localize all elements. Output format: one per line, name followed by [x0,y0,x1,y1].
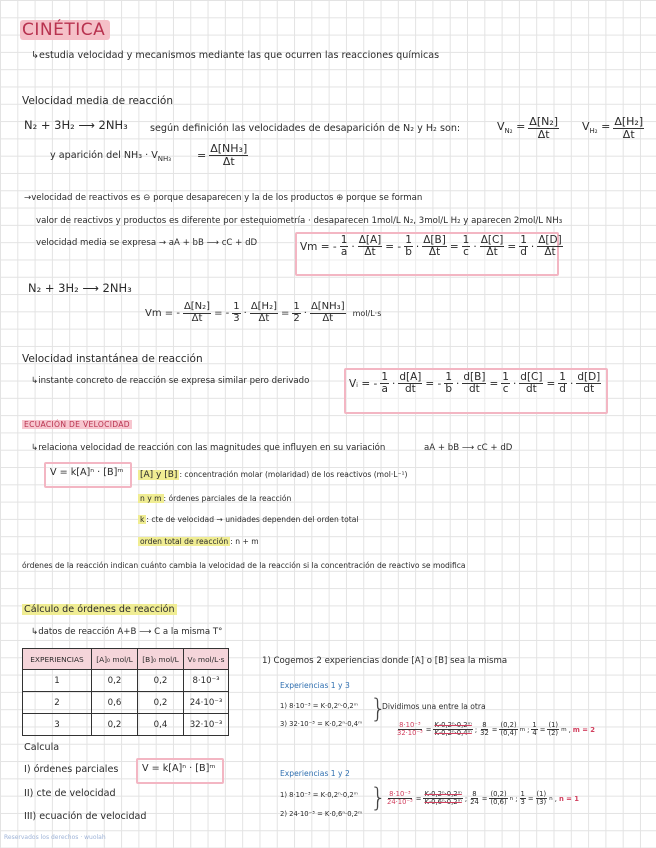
table-cell: 0,2 [138,670,184,692]
table-cell: 24·10⁻³ [184,692,229,714]
heading-calculo-ordenes: Cálculo de órdenes de reacción [24,604,175,615]
brace-exp12: } [370,783,387,813]
table-cell: 8·10⁻³ [184,670,229,692]
exp-1-2-heading: Experiencias 1 y 2 [280,769,350,778]
table-cell: 1 [23,670,92,692]
reaction-equation: N₂ + 3H₂ ⟶ 2NH₃ [24,118,128,132]
table-cell: 2 [23,692,92,714]
exp13-eq2: 3) 32·10⁻³ = K·0,2ⁿ·0,4ᵐ [280,720,363,728]
vi-formula: Vᵢ = - $\frac{1}{a}$ · $\frac{d[A]}{dt}$ = - $\frac{1}{b}$ · $\frac{d[B]}{dt}$ = $\frac{1}{c}$ · $\frac{d[C]}{dt}$ = $\frac{1}{d}$ · $\frac{d[D]}{dt}$ [349,371,601,396]
table-cell: 3 [23,714,92,736]
exp-1-3-heading: Experiencias 1 y 3 [280,681,350,690]
note-estequiometria: valor de reactivos y productos es diferente por estequiometría · desaparecen 1mol/L N₂, 3mol/L H₂ y aparecen 2mol/L NH₃ [36,216,563,226]
experiences-table [22,648,229,736]
table-cell: 0,2 [138,692,184,714]
calc-cte: II) cte de velocidad [24,788,116,799]
reaction-equation-2: N₂ + 3H₂ ⟶ 2NH₃ [28,281,132,295]
exp12-eq1: 1) 8·10⁻³ = K·0,2ⁿ·0,2ᵐ [280,791,358,799]
table-row [23,692,229,714]
table-cell: 0,2 [92,670,138,692]
divide-note: Dividimos una entre la otra [382,702,486,711]
exp12-eq2: 2) 24·10⁻³ = K·0,6ⁿ·0,2ᵐ [280,810,363,818]
heading-velocidad-media: Velocidad media de reacción [22,95,173,107]
bullet-ordenes: n y m : órdenes parciales de la reacción [140,494,292,503]
bullet-concentracion: [A] y [B] : concentración molar (molaridad) de los reactivos (mol·L⁻¹) [140,470,408,480]
watermark: Reservados los derechos · wuolah [4,834,106,841]
ordenes-note: órdenes de la reacción indican cuánto cambia la velocidad de la reacción si la concentración de reactivo se modifica [22,561,466,570]
note-velocidad-media: velocidad media se expresa → aA + bB ⟶ cC + dD [36,238,258,248]
ecuacion-text: ↳relaciona velocidad de reacción con las magnitudes que influyen en su variación [31,443,386,453]
instantanea-text: ↳instante concreto de reacción se expresa similar pero derivado [31,376,310,386]
definition-text: según definición las velocidades de desaparición de N₂ y H₂ son: [150,123,461,134]
table-header: EXPERIENCIAS [23,649,92,670]
table-cell: 0,4 [138,714,184,736]
table-header: V₀ mol/L·s [184,649,229,670]
v-h2-formula: $V_{H_2}$ = $\frac{\text{Δ[H₂]}}{\Delta t}$ [582,115,644,141]
exp13-eq1: 1) 8·10⁻³ = K·0,2ⁿ·0,2ᵐ [280,702,358,710]
heading-ecuacion-velocidad: ECUACIÓN DE VELOCIDAD [24,420,130,429]
exp13-division: $\frac{\text{8·10⁻³}}{\text{32·10⁻³}}$ = $\frac{\text{K·0,2ⁿ·0,2ᵐ}}{\text{K·0,2ⁿ·0,4ᵐ}}$ ; $\frac{8}{32}$ = $\frac{(0,2)}{(0,4)}$ m ; $\frac{1}{4}$ = $\frac{(1)}{(2)}$ m , m = 2 [397,721,596,738]
calc-ordenes: I) órdenes parciales [24,764,119,775]
v-n2-formula: $V_{N_2}$ = $\frac{\text{Δ[N₂]}}{\Delta t}$ [497,115,559,141]
bullet-orden-total: orden total de reacción : n + m [140,537,259,546]
heading-velocidad-instantanea: Velocidad instantánea de reacción [22,353,203,365]
calc-ecuacion: III) ecuación de velocidad [24,811,147,822]
rate-law: V = k[A]ⁿ · [B]ᵐ [50,467,124,478]
brace-exp13: } [370,694,387,724]
vm-nh3-formula: Vm = - $\frac{\text{Δ[N₂]}}{\Delta t}$ = - $\frac{1}{3}$ · $\frac{\text{Δ[H₂]}}{\Delta t}$ = $\frac{1}{2}$ · $\frac{\text{Δ[NH₃]}}{\Delta t}$ mol/L·s [145,301,382,324]
bullet-cte: k : cte de velocidad → unidades dependen del orden total [140,515,359,524]
ecuacion-reaction: aA + bB ⟶ cC + dD [424,443,513,453]
note-signos: →velocidad de reactivos es ⊖ porque desaparecen y la de los productos ⊕ porque se forman [24,193,423,203]
table-header-row [23,649,229,670]
table-row [23,670,229,692]
step-1: 1) Cogemos 2 experiencias donde [A] o [B] sea la misma [262,656,508,666]
aparicion-text: y aparición del $NH_3 \cdot V_{NH_3}$ [50,150,172,163]
table-cell: 0,6 [92,692,138,714]
table-row [23,714,229,736]
calcula-label: Calcula [24,742,60,753]
intro-text: ↳estudia velocidad y mecanismos mediante las que ocurren las reacciones químicas [31,50,440,61]
table-cell: 32·10⁻³ [184,714,229,736]
calc-law: V = k[A]ⁿ · [B]ᵐ [142,763,216,774]
vm-formula: Vm = - $\frac{1}{a}$ · $\frac{\Delta[A]}{\Delta t}$ = - $\frac{1}{b}$ · $\frac{\Delta[B]}{\Delta t}$ = $\frac{1}{c}$ · $\frac{\Delta[C]}{\Delta t}$ = $\frac{1}{d}$ · $\frac{\Delta[D]}{\Delta t}$ [300,234,562,259]
table-cell: 0,2 [92,714,138,736]
table-header: [A]₀ mol/L [92,649,138,670]
exp12-division: $\frac{\text{8·10⁻³}}{\text{24·10⁻³}}$ = $\frac{\text{K·0,2ⁿ·0,2ᵐ}}{\text{K·0,6ⁿ·0,2ᵐ}}$ ; $\frac{8}{24}$ = $\frac{(0,2)}{(0,6)}$ n ; $\frac{1}{3}$ = $\frac{(1)}{(3)}$ n , n = 1 [387,790,579,807]
v-nh3-formula: = $\frac{\text{Δ[NH₃]}}{\Delta t}$ [197,142,248,168]
page-title: CINÉTICA [20,20,110,40]
datos-text: ↳datos de reacción A+B ⟶ C a la misma T° [31,627,223,637]
table-header: [B]₀ mol/L [138,649,184,670]
